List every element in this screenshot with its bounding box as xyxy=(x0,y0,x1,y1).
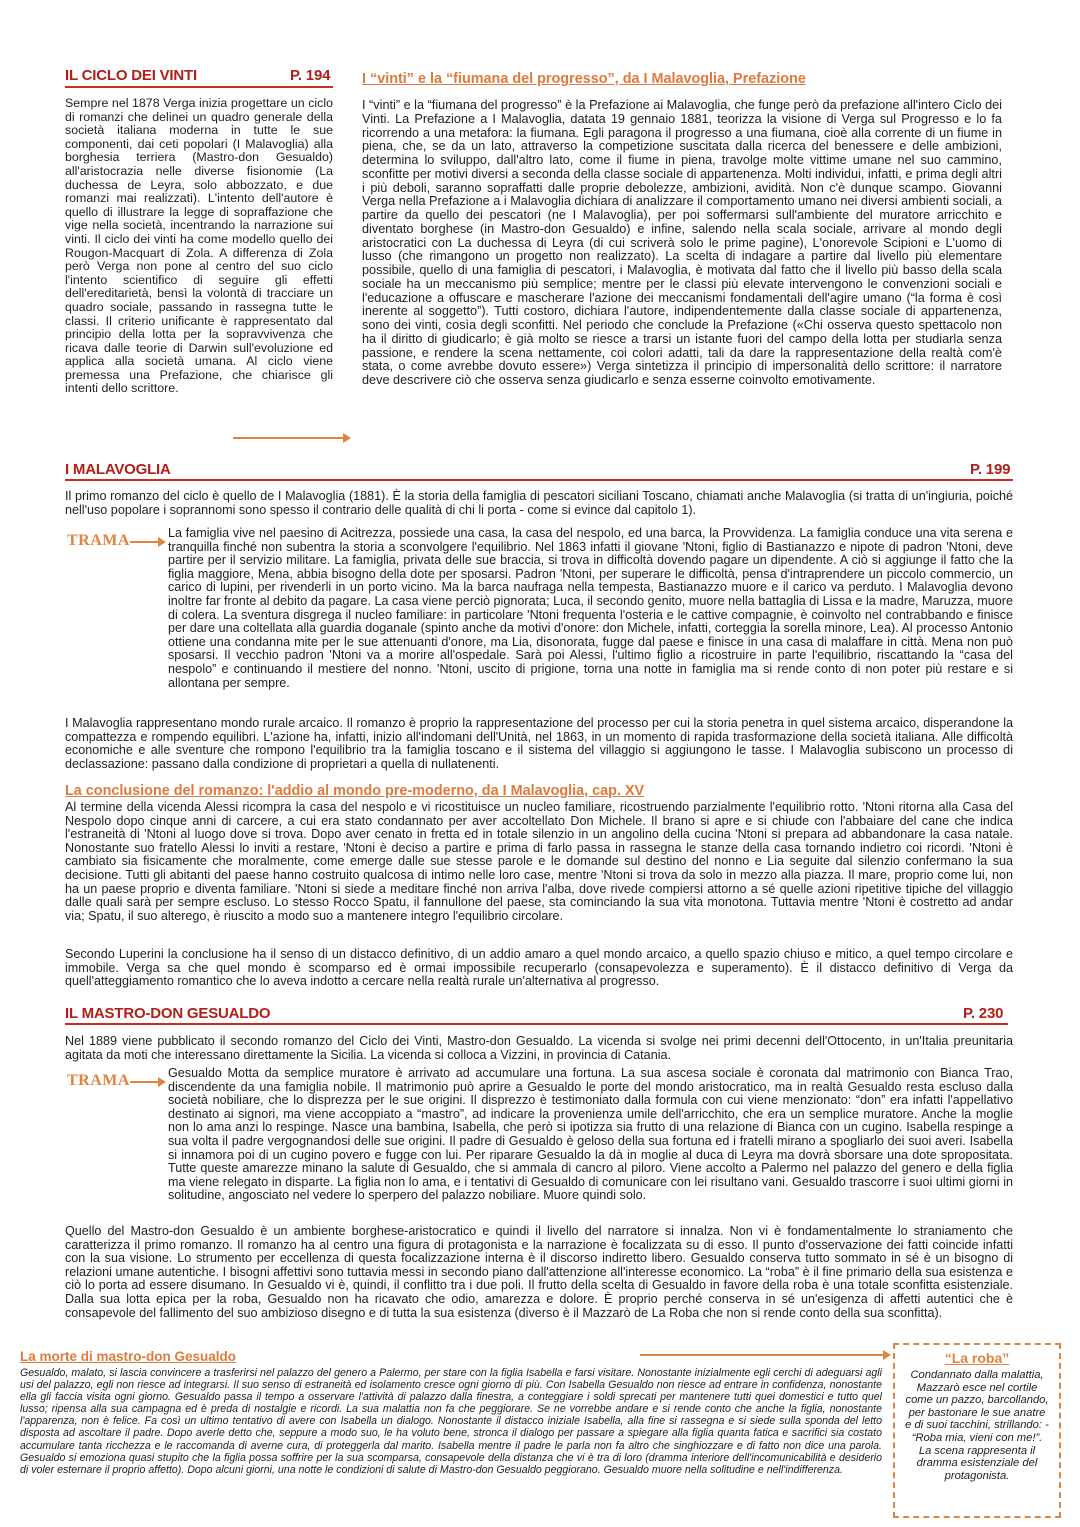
trama-arrow xyxy=(130,541,158,543)
malavoglia-rule xyxy=(65,479,1013,481)
arrow-head-icon xyxy=(158,1077,166,1087)
morte-title: La morte di mastro-don Gesualdo xyxy=(20,1349,237,1364)
mastro-trama-label: TRAMA xyxy=(67,1072,130,1089)
ciclo-title: IL CICLO DEI VINTI xyxy=(65,67,197,84)
malavoglia-trama: La famiglia vive nel paesino di Acitrezza, possiede una casa, la casa del nespolo, ed una barca, la Provvidenza. La famiglia conduce una vita serena e tranquilla finché non subentra la storia a sconvolgere l'equilibrio. Nel 1863 infatti il giovane 'Ntoni, figlio di Bastianazzo e nipote di padron 'Ntoni, deve partire per il servizio militare. La famiglia, privata delle sue braccia, si trova in difficoltà dovendo pagare un dipendente. A ciò si aggiunge il fatto che la figlia maggiore, Mena, abbia bisogno della dote per sposarsi. Padron 'Ntoni, per superare le difficoltà, pensa d'intraprendere un piccolo commercio, un carico di lupini, per rivenderli in un porto vicino. Ma la barca naufraga nella tempesta, Bastianazzo muore e il carico va perduto. I Malavoglia devono inoltre far fronte al debito da pagare. La casa viene perciò pignorata; Luca, il secondo genito, muore nella battaglia di Lissa e la madre, Maruzza, muore di colera. La sventura disgrega il nucleo familiare: in particolare 'Ntoni frequenta l'osteria e le cattive compagnie, è coinvolto nel contrabbando e finisce per dare una coltellata alla guardia doganale (spinto anche da motivi d'onore: don Michele, infatti, corteggia la sorella minore, Lea). Al processo Antonio ottiene una condanna mite per le sue attenuanti d'onore, ma Lia, disonorata, fugge dal paese e finisce in una casa di malaffare in città. Mena non può sposarsi. Il vecchio padron 'Ntoni va a morire all'ospedale. Sarà poi Alessi, l'ultimo figlio a ricostruire in parte l'equilibrio, riscattando la “casa del nespolo” e continuando il mestiere del nonno. 'Ntoni, uscito di prigione, torna una notte in famiglia ma si rende conto di non poter più restare e si allontana per sempre. xyxy=(168,526,1013,690)
arrow-head-icon xyxy=(343,433,351,443)
ciclo-text: Sempre nel 1878 Verga inizia progettare un ciclo di romanzi che delinei un quadro generale della società italiana moderna in tutte le sue componenti, dai ceti popolari (I Malavoglia) alla borghesia terriera (Mastro-don Gesualdo) all'aristocrazia nelle diverse fisionomie (La duchessa de Leyra, solo abbozzato, e due romanzi mai realizzati). L'intento dell'autore è quello di illustrare la legge di sopraffazione che vige nella società, incentrando la narrazione sui vinti. Il ciclo dei vinti ha come modello quello dei Rougon-Macquart di Zola. A differenza di Zola però Verga non pone al centro del suo ciclo l'intento scientifico di seguire gli effetti dell'ereditarietà, bensì la volontà di tracciare un quadro sociale, passando in rassegna tutte le classi. Il criterio unificante è rappresentato dal principio della lotta per la sopravvivenza che ricava dalle teorie di Darwin sull'evoluzione ed applica alla società umana. Al ciclo viene premessa una Prefazione, che chiarisce gli intenti dello scrittore. xyxy=(65,96,333,396)
malavoglia-intro: Il primo romanzo del ciclo è quello de I Malavoglia (1881). È la storia della famiglia di pescatori siciliani Toscano, chiamati anche Malavoglia (si tratta di un'ingiuria, poiché nell'uso popolare i soprannomi sono spesso il contrario delle qualità di chi li porta - come si evince dal capitolo 1). xyxy=(65,489,1013,517)
prefazione-text: I “vinti” e la “fiumana del progresso” è la Prefazione ai Malavoglia, che funge però da prefazione all'intero Ciclo dei Vinti. La Prefazione a I Malavoglia, datata 19 gennaio 1881, teorizza la visione di Verga sul Progresso e lo fa ricorrendo a una metafora: la fiumana. Egli paragona il progresso a una fiumana, cioè alla corrente di un fiume in piena, che, se da un lato, attraverso la competizione suscitata dalla ricerca del benessere e delle ambizioni, determina lo sviluppo, dall'altro lato, come il fiume in piena, travolge molte vittime umane nel suo cammino, sconfitte per motivi diversi a seconda della classe sociale di appartenenza. Molti individui, infatti, e prima degli altri i più deboli, saranno sopraffatti dalle proprie debolezze, ambizioni, avidità. Non c'è dunque scampo. Giovanni Verga nella Prefazione a i Malavoglia dichiara di analizzare il comportamento umano nei diversi ambienti sociali, a partire da quello dei pescatori (ne I Malavoglia), per poi soffermarsi sull'ambiente del muratore arricchito e diventato borghese (in Mastro-don Gesualdo) e infine, salendo nella scala sociale, arrivare al mondo degli aristocratici con La duchessa di Leyra (di cui scriverà solo le prime pagine), L'onorevole Scipioni e L'uomo di lusso (che rimangono un progetto non realizzato). La scelta di indagare a partire dal livello più elementare possibile, quello di una famiglia di pescatori, i Malavoglia, è motivata dal fatto che il livello più basso della scala sociale ha un meccanismo più semplice; mentre per le classi più elevate intervengono le convenzioni sociali e l'educazione a offuscare e mascherare l'azione dei meccanismi fondamentali dell'agire umano (“la forma è così inerente al soggetto”). Tutti costoro, dichiara l'autore, indipendentemente dalla classe sociale di appartenenza, sono dei vinti, cosìa degli sconfitti. Nel periodo che conclude la Prefazione («Chi osserva questo spettacolo non ha il diritto di giudicarlo; è già molto se riesce a trarsi un istante fuori del campo della lotta per studiarla senza passione, e rendere la scena nettamente, coi colori adatti, tali da dare la rappresentazione della realtà com'è stata, o come avrebbe dovuto essere») Verga sintetizza il principio di impersonalità dello scrittore: il narratore deve descrivere ciò che osserva senza giudicarlo e senza esserne coinvolto emotivamente. xyxy=(362,98,1002,387)
mastro-intro: Nel 1889 viene pubblicato il secondo romanzo del Ciclo dei Vinti, Mastro-don Gesualdo. La vicenda si svolge nei primi decenni dell'Ottocento, in un'Italia preunitaria agitata da moti che interessano direttamente la Sicilia. La vicenda si colloca a Vizzini, in provincia di Catania. xyxy=(65,1034,1013,1062)
mastro-page: P. 230 xyxy=(963,1005,1004,1022)
malavoglia-title: I MALAVOGLIA xyxy=(65,461,171,478)
morte-arrow xyxy=(640,1354,883,1356)
malavoglia-page: P. 199 xyxy=(970,461,1011,478)
conclusione-text2: Secondo Luperini la conclusione ha il senso di un distacco definitivo, di un addio amaro a quel mondo arcaico, a quello spazio chiuso e mitico, a quel tempo circolare e immobile. Verga sa che quel mondo è scomparso ed è ormai impossibile recuperarlo (consapevolezza e superamento). È il distacco definitivo di Verga da quell'atteggiamento romantico che lo aveva indotto a cercare nella realtà rurale un'alternativa al progresso. xyxy=(65,947,1013,989)
conclusione-text1: Al termine della vicenda Alessi ricompra la casa del nespolo e vi ricostituisce un nucleo familiare, ricostruendo parzialmente l'equilibrio rotto. 'Ntoni ritorna alla Casa del Nespolo dopo cinque anni di carcere, a cui era stato condannato per aver accoltellato Don Michele. Il brano si apre e si chiude con l'abbaiare del cane che indica l'estraneità di 'Ntoni al luogo dove si trova. Dopo aver cenato in fretta ed in totale silenzio in un angolino della cucina 'Ntoni si prepara ad abbandonare la casa natale. Nonostante suo fratello Alessi lo inviti a restare, 'Ntoni è deciso a partire e prima di farlo passa in rassegna le stanze della casa tornando indietro coi ricordi. 'Ntoni è cambiato sia fisicamente che moralmente, come emerge dalle sue stesse parole e le domande sul destino del nonno e Lia seguite dal silenzio confermano la sua decisione. Tutti gli abitanti del paese hanno costruito qualcosa di intimo nelle loro case, mentre 'Ntoni si trova da solo in mezzo alla piazza. Il mare, proprio come lui, non ha un paese proprio e diventa familiare. 'Ntoni si siede a meditare finché non arriva l'alba, dove rivede compiersi attorno a sé quelle azioni ripetitive tipiche del villaggio dalle quali sarà per sempre escluso. Lo stesso Rocco Spatu, il fannullone del paese, sta cominciando la sua vita monotona. Tuttavia mentre 'Ntoni è costretto ad andar via; Spatu, il suo alterego, è riuscito a modo suo a mantenere integro l'equilibrio circolare. xyxy=(65,800,1013,923)
arrow-head-icon xyxy=(883,1350,891,1360)
conclusione-title: La conclusione del romanzo: l'addio al mondo pre-moderno, da I Malavoglia, cap. XV xyxy=(65,783,645,799)
morte-text: Gesualdo, malato, si lascia convincere a trasferirsi nel palazzo del genero a Palermo, per stare con la figlia Isabella e farsi visitare. Nonostante inizialmente egli cerchi di adeguarsi agli usi del palazzo, egli non riesce ad integrarsi. Il suo senso di estraneità ed isolamento cresce ogni giorno di più. Con Isabella Gesualdo non riesce ad entrare in confidenza, nonostante ella gli faccia visita ogni giorno. Gesualdo passa il tempo a osservare l'attività di palazzo dalla finestra, a conteggiare i soldi sprecati per mantenere tutti quei domestici e tutto quel lusso; ripensa alla sua campagna ed è preda di nostalgie e ricordi. La sua malattia non fa che peggiorare. Se ne vorrebbe andare e si rende conto che anche la figlia, nonostante l'apparenza, non è felice. Fa così un ultimo tentativo di avere con Isabella un dialogo. Nonostante il distacco iniziale Isabella, alla fine si rassegna e si siede sulla sponda del letto disposta ad ascoltare il padre. Dopo averle detto che, seppure a modo suo, le ha voluto bene, stronca il dialogo per passare a spiegare alla figlia quanta fatica e sacrifici sia costato accumulare tanta ricchezza e le raccomanda di averne cura, di proteggerla dal marito. Isabella mentre il padre le parla non fa altro che singhiozzare e di fatto non dice una parola. Gesualdo si emoziona quasi stupito che la figlia possa soffrire per la sua scomparsa, consapevole della distanza che vi è tra di loro (dramma interiore dell'incomunicabilità e desiderio di voler esternare il proprio affetto). Dopo alcuni giorni, una notte le condizioni di salute di Mastro-don Gesualdo peggiorano. Gesualdo muore nella solitudine e nell'indifferenza. xyxy=(20,1367,882,1476)
malavoglia-trama-label: TRAMA xyxy=(67,532,130,549)
mastro-title: IL MASTRO-DON GESUALDO xyxy=(65,1005,271,1022)
arrow-head-icon xyxy=(158,537,166,547)
roba-title: “La roba” xyxy=(944,1350,1010,1366)
ciclo-page: P. 194 xyxy=(290,67,331,84)
ciclo-rule xyxy=(65,86,333,88)
ciclo-arrow xyxy=(233,437,343,439)
prefazione-title: I “vinti” e la “fiumana del progresso”, da I Malavoglia, Prefazione xyxy=(362,71,806,87)
mastro-analisi: Quello del Mastro-don Gesualdo è un ambiente borghese-aristocratico e quindi il livello del narratore si innalza. Non vi è fondamentalmente lo straniamento che caratterizza il primo romanzo. Il romanzo ha al centro una figura di protagonista e la narrazione è focalizzata su di esso. Il punto d'osservazione dei fatti coincide infatti con la sua visione. Lo strumento per eccellenza di questa focalizzazione interna è il discorso indiretto libero. Gesualdo conserva tutto sommato in sé è un bisogno di relazioni umane autentiche. I bisogni affettivi sono tuttavia messi in secondo piano dall'attenzione all'interesse economico. La “roba” è il fine primario della sua esistenza e ciò lo porta ad essere disumano. In Gesualdo vi è, quindi, il conflitto tra i due poli. Il frutto della scelta di Gesualdo in favore della roba è una totale sconfitta esistenziale. Dalla sua lotta epica per la roba, Gesualdo non ha ricavato che odio, amarezza e dolore. È proprio perché conserva in sé un'esigenza di affetti autentici che è consapevole del fallimento del suo ambizioso disegno e di tutta la sua esistenza (diverso è il Mazzarò de La Roba che non si rende conto della sua sconfitta). xyxy=(65,1224,1013,1320)
trama-arrow xyxy=(130,1081,158,1083)
mastro-trama: Gesualdo Motta da semplice muratore è arrivato ad accumulare una fortuna. La sua ascesa sociale è coronata dal matrimonio con Bianca Trao, discendente da una famiglia nobile. Il matrimonio può aprire a Gesualdo le porte del mondo aristocratico, ma in realtà Gesualdo resta escluso dalla società nobiliare, che lo disprezza per le sue origini. Il disprezzo è testimoniato dalla formula con cui viene menzionato: “don” era infatti l'appellativo destinato ai signori, ma viene accoppiato a “mastro”, ad indicare la provenienza umile dell'arricchito, che era un semplice muratore. Anche la moglie non lo ama anzi lo respinge. Nasce una bambina, Isabella, che però si ipotizza sia frutto di una relazione di Bianca con un cugino. Isabella respinge a sua volta il padre vergognandosi delle sue origini. Il padre di Gesualdo è geloso della sua fortuna ed i fratelli mirano a spogliarlo dei suoi averi. Isabella si innamora poi di un cugino povero e fugge con lui. Per riparare Gesualdo la dà in moglie al duca di Leyra ma dovrà sborsare una dote spropositata. Tutte queste amarezze minano la salute di Gesualdo, che si ammala di cancro al piloro. Viene accolto a Palermo nel palazzo del genero e della figlia ma viene relegato in disparte. La figlia non lo ama, e i tentativi di Gesualdo di comunicare con lei risultano vani. Gesualdo trascorre i suoi ultimi giorni in solitudine, angosciato nel vedere lo sperpero del palazzo nobiliare. Muore quindi solo. xyxy=(168,1066,1013,1203)
malavoglia-analisi: I Malavoglia rappresentano mondo rurale arcaico. Il romanzo è proprio la rappresentazione del processo per cui la storia penetra in quel sistema arcaico, disperandone la compattezza e rompendo equilibri. L'azione ha, infatti, inizio all'indomani dell'Unità, nel 1863, in un momento di rapida trasformazione della società italiana. Alle difficoltà economiche e alle sventure che rompono l'equilibrio tra la famiglia toscano e il sistema del villaggio si aggiungono le tasse. I Malavoglia subiscono un processo di declassazione: passano dalla condizione di proprietari a quella di nullatenenti. xyxy=(65,716,1013,771)
roba-text: Condannato dalla malattia, Mazzarò esce nel cortile come un pazzo, barcollando, per bastonare le sue anatre e di suoi tacchini, strillando: - “Roba mia, vieni con me!”. La scena rappresenta il dramma esistenziale del protagonista. xyxy=(905,1369,1049,1482)
mastro-rule xyxy=(65,1023,1008,1025)
